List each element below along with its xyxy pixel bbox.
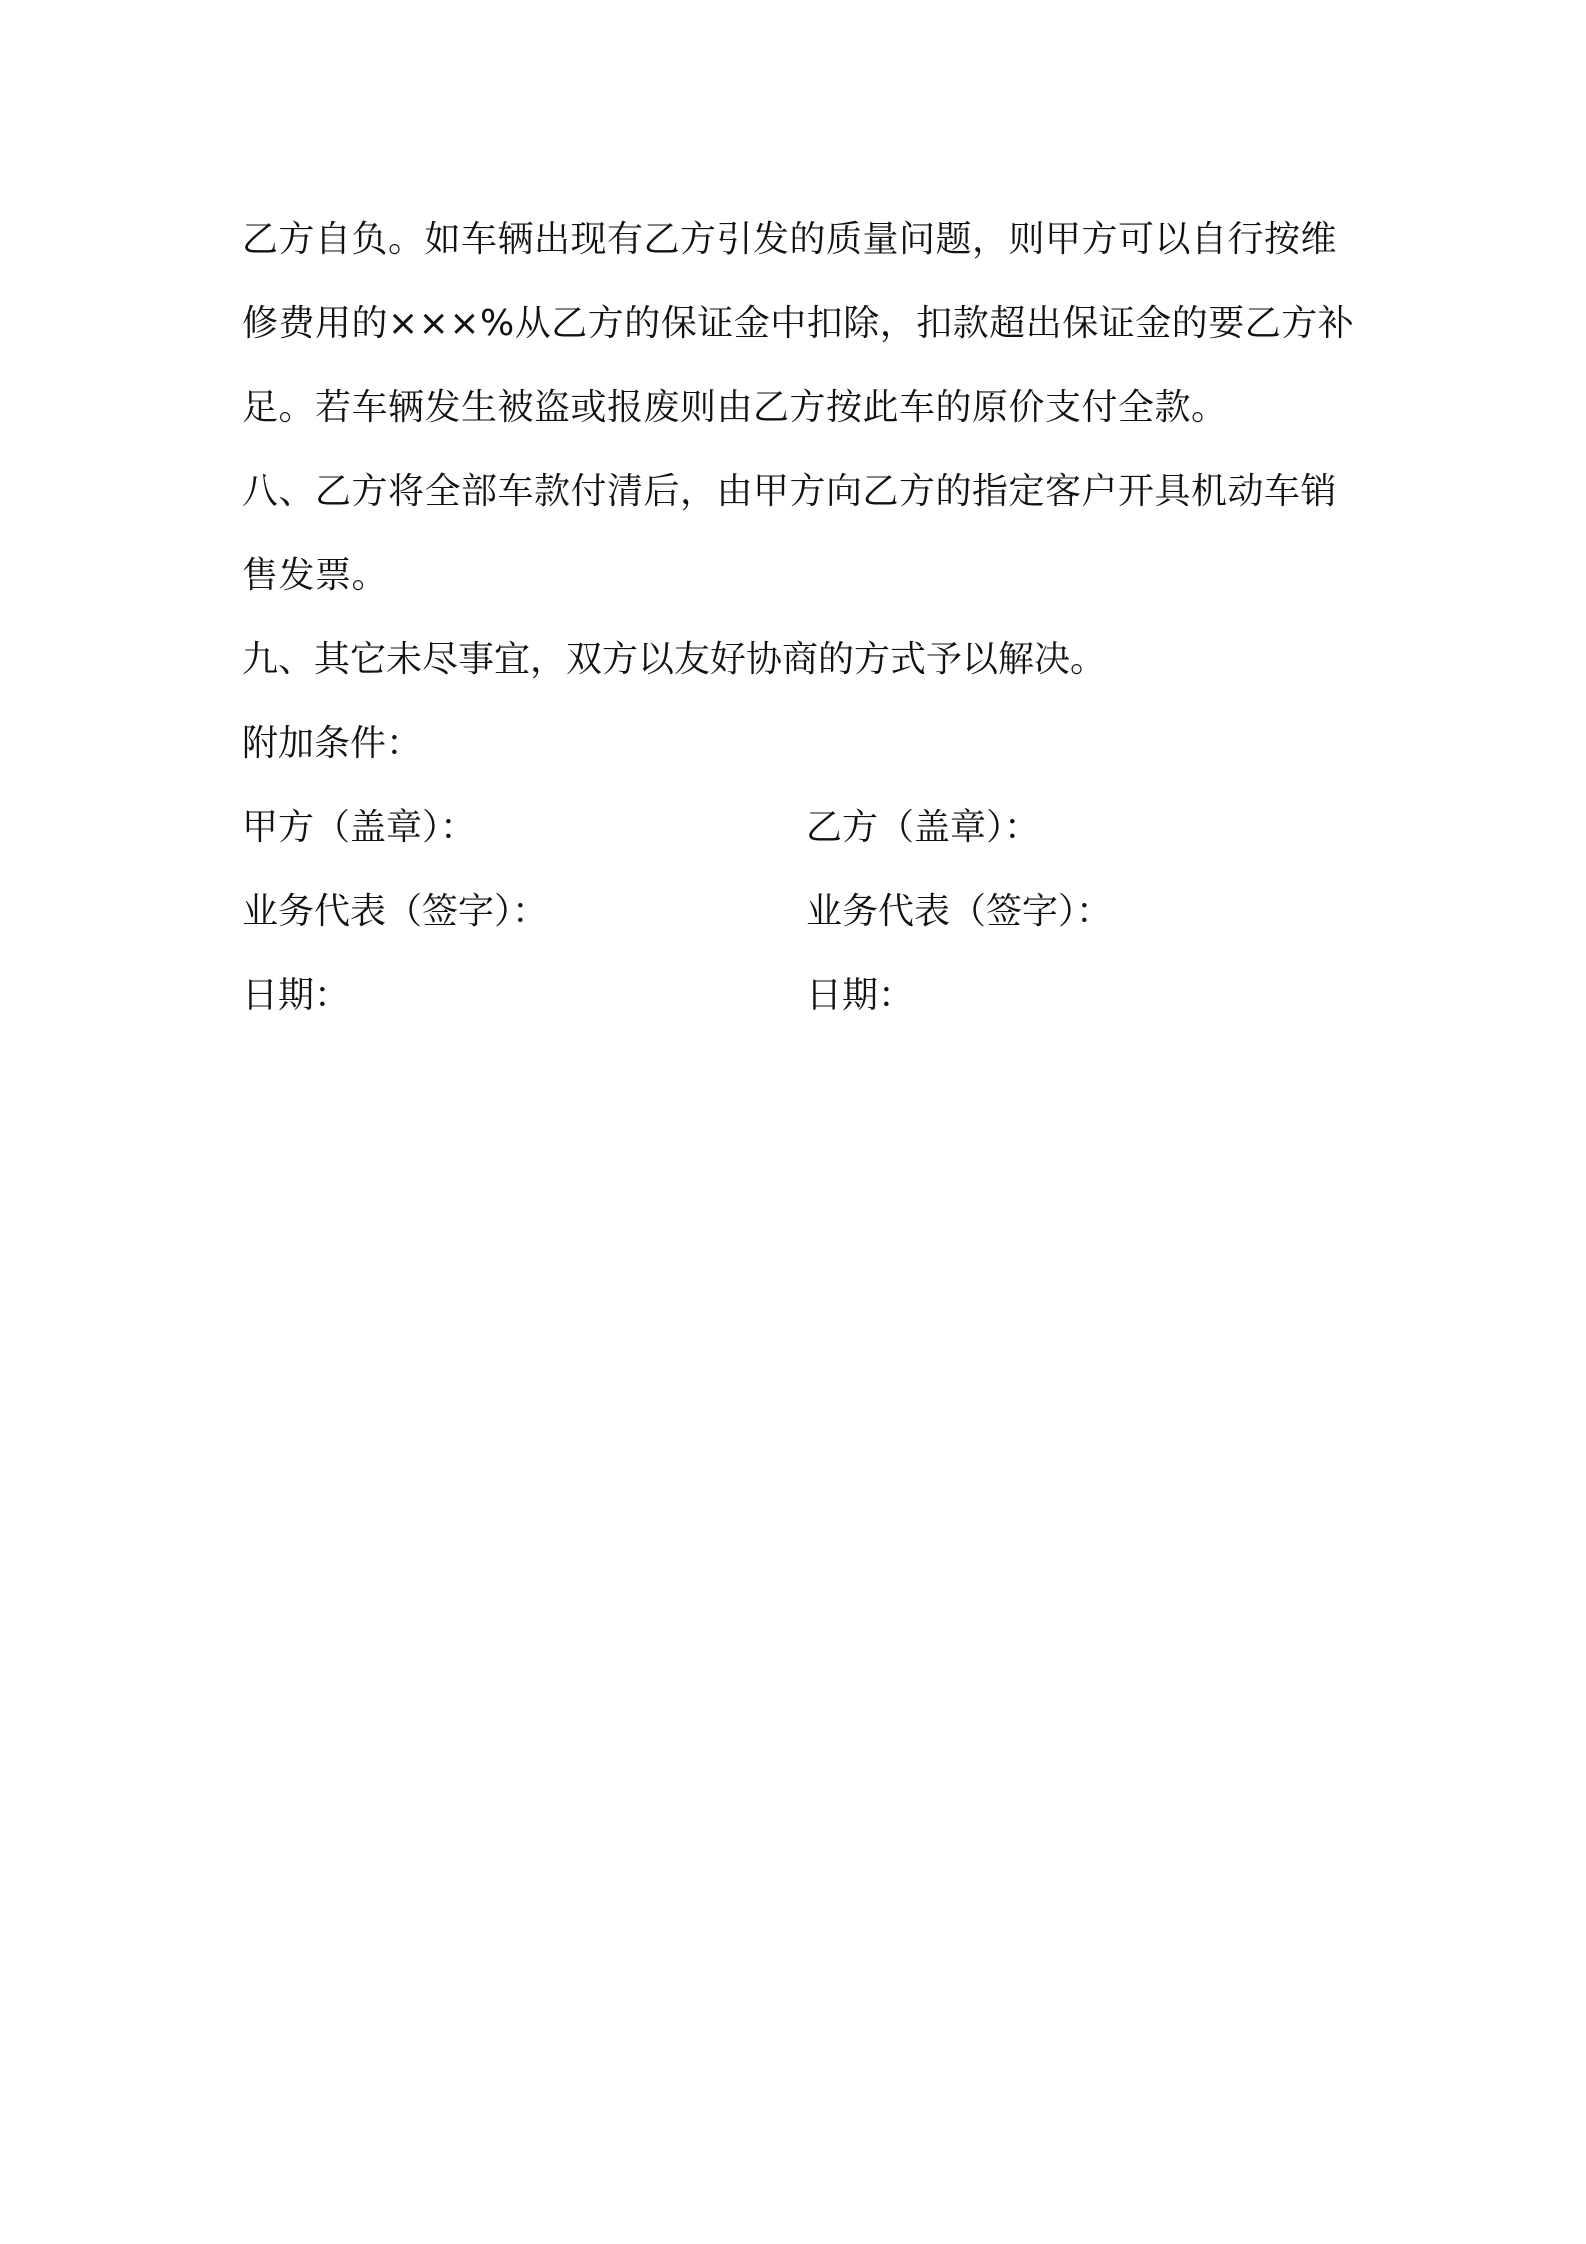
signature-row-date — [242, 954, 1362, 1038]
paragraph-clause-eight: 八、乙方将全部车款付清后，由甲方向乙方的指定客户开具机动车销售发票。 — [242, 471, 1338, 596]
document-body — [242, 198, 1362, 1038]
party-a-date-label: 日期： — [242, 975, 351, 1016]
party-a-seal-label: 甲方（盖章）： — [242, 807, 477, 848]
additional-conditions-label: 附加条件： — [242, 723, 423, 764]
paragraph-clause-seven-continued: 乙方自负。如车辆出现有乙方引发的质量问题，则甲方可以自行按维修费用的×××%从乙方的保证金中扣除，扣款超出保证金的要乙方补足。若车辆发生被盗或报废则由乙方按此车的原价支付全款。 — [242, 219, 1355, 428]
party-b-date-label: 日期： — [806, 975, 915, 1016]
party-b-rep-label: 业务代表（签字）： — [806, 891, 1113, 932]
party-a-rep-label: 业务代表（签字）： — [242, 891, 549, 932]
signature-row-seal — [242, 786, 1362, 870]
paragraph-clause-nine: 九、其它未尽事宜，双方以友好协商的方式予以解决。 — [242, 639, 1107, 680]
signature-row-representative — [242, 870, 1362, 954]
party-b-seal-label: 乙方（盖章）： — [806, 807, 1041, 848]
